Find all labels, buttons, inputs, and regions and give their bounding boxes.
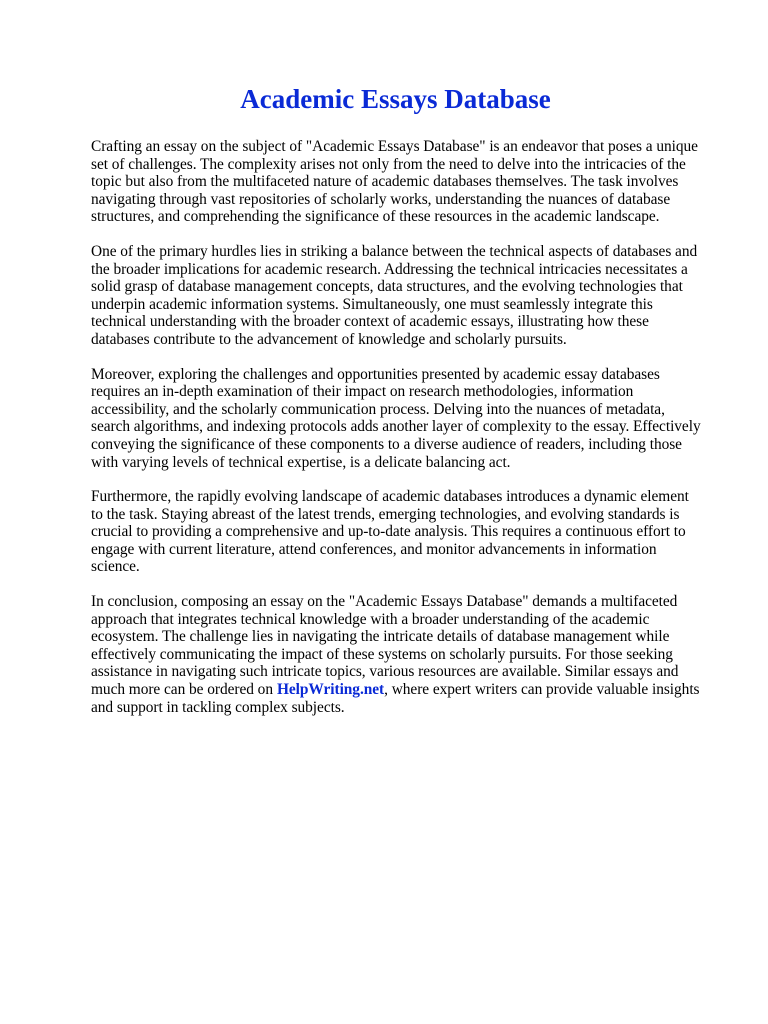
paragraph-3: Moreover, exploring the challenges and opportunities presented by academic essay databases requires an in-depth examination of their impact on research methodologies, information accessibility, and the scholarly communication process. Delving into the nuances of metadata, search algorithms, and indexing protocols adds another layer of complexity to the essay. Effectively conveying the significance of these components to a diverse audience of readers, including those with varying levels of technical expertise, is a delicate balancing act. <box>91 365 701 471</box>
paragraph-5-text-after-link: , where expert writers can provide valuable insights and support in tackling complex subjects. <box>91 681 700 716</box>
helpwriting-link[interactable]: HelpWriting.net <box>276 681 385 699</box>
paragraph-4: Furthermore, the rapidly evolving landscape of academic databases introduces a dynamic element to the task. Staying abreast of the latest trends, emerging technologies, and evolving standards is crucial to providing a comprehensive and up-to-date analysis. This requires a continuous effort to engage with current literature, attend conferences, and monitor advancements in information science. <box>91 488 689 576</box>
document-title: Academic Essays Database <box>240 84 551 114</box>
paragraph-1: Crafting an essay on the subject of "Academic Essays Database" is an endeavor that poses a unique set of challenges. The complexity arises not only from the need to delve into the intricacies of the topic but also from the multifaceted nature of academic databases themselves. The task involves navigating through vast repositories of scholarly works, understanding the nuances of database structures, and comprehending the significance of these resources in the academic landscape. <box>91 138 698 226</box>
paragraph-2: One of the primary hurdles lies in striking a balance between the technical aspects of databases and the broader implications for academic research. Addressing the technical intricacies necessitates a solid grasp of database management concepts, data structures, and the evolving technologies that underpin academic information systems. Simultaneously, one must seamlessly integrate this technical understanding with the broader context of academic essays, illustrating how these databases contribute to the advancement of knowledge and scholarly pursuits. <box>91 242 698 348</box>
paragraph-5 <box>91 593 704 716</box>
paragraph-5-text-before-link: In conclusion, composing an essay on the "Academic Essays Database" demands a multifaceted approach that integrates technical knowledge with a broader understanding of the academic ecosystem. The challenge lies in navigating the intricate details of database management while effectively communicating the impact of these systems on scholarly pursuits. For those seeking assistance in navigating such intricate topics, various resources are available. Similar essays and much more can be ordered on <box>91 593 679 699</box>
